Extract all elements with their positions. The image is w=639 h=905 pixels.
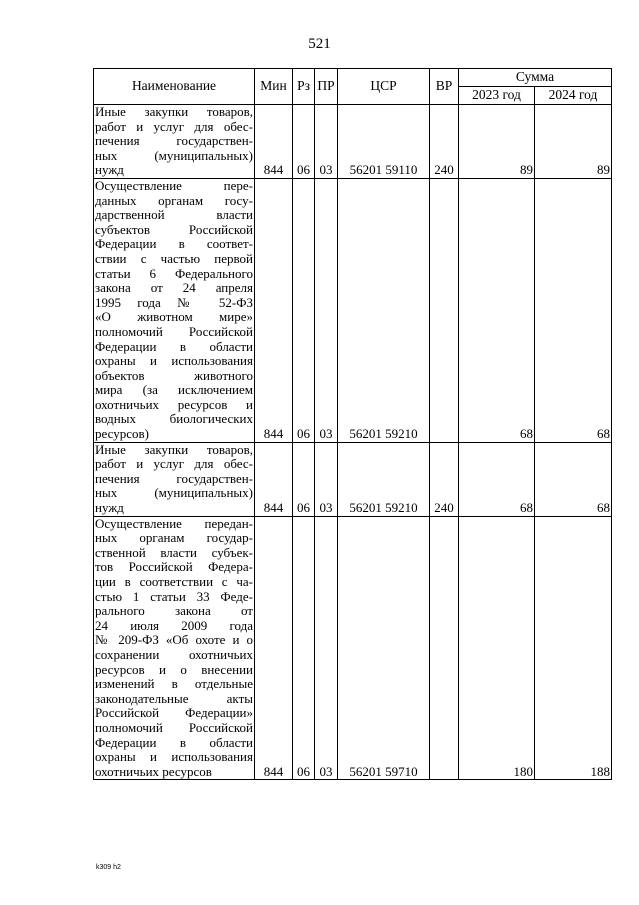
row-name-line: охраны и использования (95, 353, 253, 369)
row-name-line: ствии с частью первой (95, 250, 253, 266)
row-amount-2023: 89 (459, 105, 535, 179)
header-csr: ЦСР (338, 69, 430, 105)
row-name-line: Федерации в области (95, 734, 253, 750)
row-name-line: Осуществление пере- (95, 177, 253, 193)
table-body (94, 105, 612, 780)
row-name-line: печения государствен- (95, 133, 253, 149)
row-name-line: охраны и использования (95, 749, 253, 765)
row-name-line: охотничьих ресурсов и (95, 396, 253, 412)
row-name-line: мира (за исключением (95, 382, 253, 398)
row-min: 844 (255, 442, 293, 516)
header-sum: Сумма (459, 69, 612, 87)
row-name-line: охотничьих ресурсов (95, 763, 212, 779)
row-amount-2024: 68 (535, 178, 612, 442)
row-name-line: ресурсов и о внесении (95, 661, 253, 677)
row-name (94, 178, 255, 442)
row-name-line: 1995 года № 52-ФЗ (95, 294, 253, 310)
row-name (94, 105, 255, 179)
row-name-line: Федерации в соответ- (95, 236, 253, 252)
row-rz: 06 (293, 442, 315, 516)
row-vr (430, 516, 459, 780)
row-csr: 56201 59710 (338, 516, 430, 780)
row-name-line: Российской Федерации» (95, 705, 253, 721)
table-row (94, 105, 612, 179)
row-name-line: полномочий Российской (95, 323, 253, 339)
header-pr: ПР (315, 69, 338, 105)
row-amount-2023: 180 (459, 516, 535, 780)
row-pr: 03 (315, 442, 338, 516)
row-name-line: Иные закупки товаров, (95, 441, 253, 457)
row-name-line: ственной власти субъек- (95, 544, 253, 560)
budget-table (93, 68, 612, 780)
row-name-line: объектов животного (95, 367, 253, 383)
row-name-line: печения государствен- (95, 470, 253, 486)
row-name-line: рального закона от (95, 603, 253, 619)
row-rz: 06 (293, 178, 315, 442)
row-name-line: ных (муниципальных) (95, 147, 253, 163)
table-row (94, 442, 612, 516)
row-name-line: № 209-ФЗ «Об охоте и о (95, 632, 253, 648)
row-vr: 240 (430, 105, 459, 179)
table-row (94, 178, 612, 442)
row-name-line: полномочий Российской (95, 719, 253, 735)
row-name-line: Иные закупки товаров, (95, 104, 253, 119)
page-number: 521 (308, 36, 331, 52)
row-min: 844 (255, 178, 293, 442)
header-year-2024: 2024 год (535, 87, 612, 105)
row-amount-2024: 68 (535, 442, 612, 516)
row-vr (430, 178, 459, 442)
row-name-line: законодательные акты (95, 690, 253, 706)
row-name-line: сохранении охотничьих (95, 646, 253, 662)
row-name-line: Федерации в области (95, 338, 253, 354)
row-amount-2024: 89 (535, 105, 612, 179)
row-name-line: статьи 6 Федерального (95, 265, 253, 281)
header-year-2023: 2023 год (459, 87, 535, 105)
header-name: Наименование (94, 69, 255, 105)
row-pr: 03 (315, 516, 338, 780)
row-csr: 56201 59210 (338, 178, 430, 442)
row-name-line: Осуществление передан- (95, 515, 253, 531)
row-name-line: водных биологических (95, 411, 253, 427)
row-name-line: изменений в отдельные (95, 676, 253, 692)
row-name (94, 442, 255, 516)
row-name-line: работ и услуг для обес- (95, 456, 253, 472)
row-name-line: 24 июля 2009 года (95, 617, 253, 633)
row-csr: 56201 59210 (338, 442, 430, 516)
row-name-line: «О животном мире» (95, 309, 253, 325)
header-vr: ВР (430, 69, 459, 105)
row-name-line: закона от 24 апреля (95, 280, 253, 296)
row-name-line: ных органам государ- (95, 530, 253, 546)
row-name (94, 516, 255, 780)
row-min: 844 (255, 105, 293, 179)
row-name-line: ных (муниципальных) (95, 485, 253, 501)
row-name-line: нужд (95, 162, 124, 178)
row-amount-2024: 188 (535, 516, 612, 780)
row-name-line: нужд (95, 500, 124, 516)
row-rz: 06 (293, 105, 315, 179)
table-row (94, 516, 612, 780)
row-rz: 06 (293, 516, 315, 780)
row-name-line: дарственной власти (95, 207, 253, 223)
row-name-line: данных органам госу- (95, 192, 253, 208)
row-amount-2023: 68 (459, 178, 535, 442)
row-name-line: тов Российской Федера- (95, 559, 253, 575)
row-vr: 240 (430, 442, 459, 516)
row-pr: 03 (315, 178, 338, 442)
footer-code: k309 h2 (96, 864, 121, 871)
header-rz: Рз (293, 69, 315, 105)
row-min: 844 (255, 516, 293, 780)
row-pr: 03 (315, 105, 338, 179)
header-min: Мин (255, 69, 293, 105)
row-name-line: субъектов Российской (95, 221, 253, 237)
row-name-line: ции в соответствии с ча- (95, 574, 253, 589)
row-name-line: ресурсов) (95, 426, 149, 442)
row-csr: 56201 59110 (338, 105, 430, 179)
row-name-line: работ и услуг для обес- (95, 118, 253, 134)
row-name-line: стью 1 статьи 33 Феде- (95, 588, 253, 604)
row-amount-2023: 68 (459, 442, 535, 516)
